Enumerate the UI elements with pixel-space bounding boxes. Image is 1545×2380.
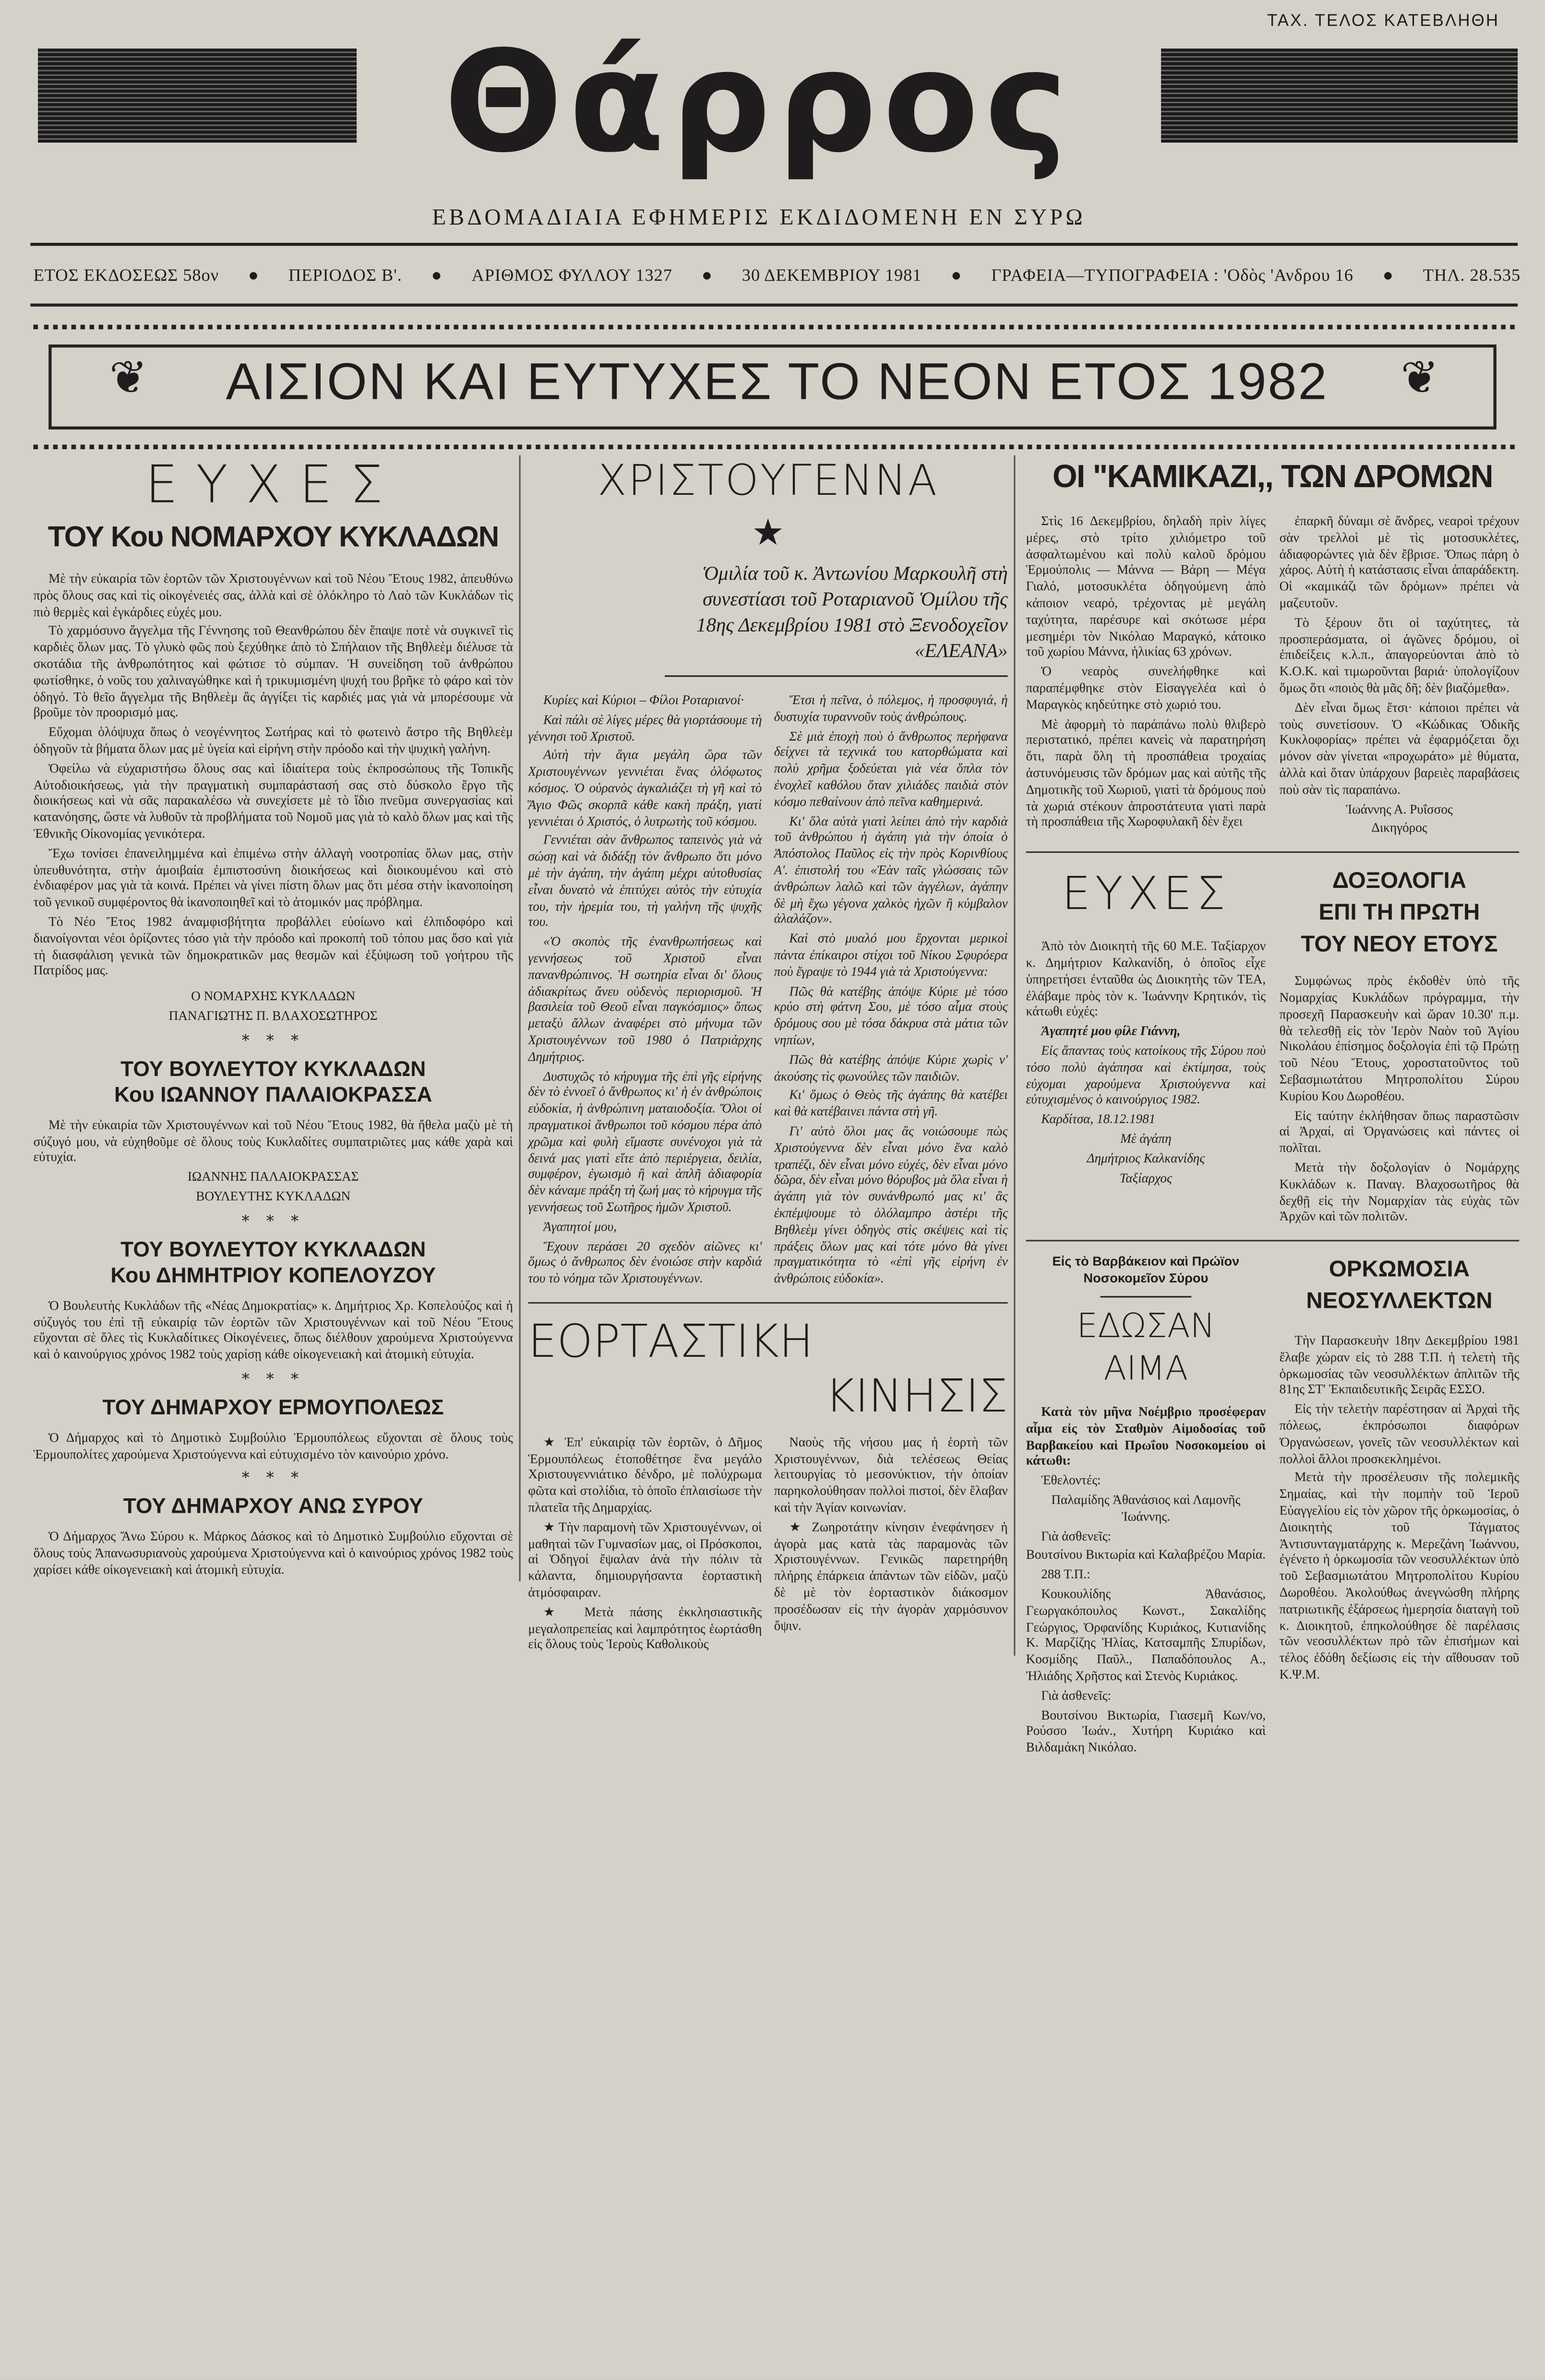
divider	[528, 1302, 1007, 1304]
text-column	[528, 692, 762, 1290]
divider	[30, 303, 1518, 306]
paragraph: Τὸ Νέο Ἔτος 1982 ἀναμφισβήτητα προβάλλει εὐοίωνο καὶ ἐλπιδοφόρο καὶ διανοίγονται νέοι ὁρίζοντες τόσο γιὰ τὴν πρόοδο καὶ προκοπὴ τοῦ τόπου μας ὅσο καὶ γιὰ τὴ διασφάλιση γενικὰ τῶν δημοκρατικῶν μας θεσμῶν καὶ ἐξύψωση τοῦ γοήτρου τῆς Πατρίδος μας.	[33, 913, 513, 978]
paragraph: Ναοὺς τῆς νήσου μας ἡ ἑορτὴ τῶν Χριστουγέννων, διὰ τελέσεως Θείας λειτουργίας τὸ μεσονύκτιον, τὴν ὁποίαν παρηκολούθησαν πολλοὶ πιστοί, δὲν ἔλαβαν καὶ τὴν Ἁγίαν κοινωνίαν.	[774, 1434, 1008, 1515]
article-title: ΕΠΙ ΤΗ ΠΡΩΤΗ	[1318, 900, 1480, 926]
paragraph: Στὶς 16 Δεκεμβρίου, δηλαδὴ πρὶν λίγες μέρες, στὸ τρίτο χιλιόμετρο τοῦ ἀσφαλτωμένου καὶ πολὺ καλοῦ δρόμου Ἑρμούπολις — Μάννα — Βάρη — Μέγα Γιαλό, μοτοσυκλέτα ὁδηγούμενη ἀπὸ κάποιον νεαρό, τρέχοντας μὲ μεγάλη ταχύτητα, παρέσυρε καὶ σκότωσε μέρα μεσημέρι τὸν Νικόλαο Μαραγκό, κάτοικο τοῦ χωρίου Μάννα, ἡλικίας 63 χρόνων.	[1026, 513, 1266, 659]
star-icon: ★	[751, 511, 785, 554]
issue-date: 30 ΔΕΚΕΜΒΡΙΟΥ 1981	[742, 267, 922, 286]
text-column	[1280, 513, 1520, 839]
divider	[1026, 1240, 1520, 1242]
paragraph: Ὀφείλω νὰ εὐχαριστήσω ὅλους σας καὶ ἰδιαίτερα τοὺς ἐκπροσώπους τῆς Τοπικῆς Αὐτοδιοικήσεως, γιὰ τὴν πραγματικὴ συμπαράστασή σας στὸ δύσκολο ἔργο τῆς διοικήσεως καὶ νὰ σᾶς παρακαλέσω νὰ συνεχίσετε μὲ τὸ ἴδιο πνεῦμα συνεργασίας καὶ κατανόησης, ὥστε νὰ λυθοῦν τὰ προβλήματα τοῦ Νομοῦ μας γιὰ τὸ καλὸ ὅλων μας καὶ τῆς Ἐθνικῆς Οἰκονομίας γενικότερα.	[33, 760, 513, 841]
section-title: Κου ΙΩΑΝΝΟΥ ΠΑΛΑΙΟΚΡΑΣΣΑ	[114, 1081, 432, 1106]
paragraph: Τὸ ξέρουν ὅτι οἱ ταχύτητες, τὰ προσπεράσματα, οἱ ἀγῶνες δρόμου, οἱ ἐπιδείξεις κ.λ.π., ἀπαγορεύονται ἀπὸ τὸ Κ.Ο.Κ. καὶ τιμωροῦνται βαριά· ὑπολογίζουν ὅμως ὅτι «ποιὸς θὰ μᾶς δῆ; δὲν βιαζόμεθα».	[1279, 614, 1520, 695]
paragraph: Ὁ Δήμαρχος Ἄνω Σύρου κ. Μάρκος Δάσκος καὶ τὸ Δημοτικὸ Συμβούλιο εὔχονται σὲ ὅλους τοὺς Ἀπανωσυριανοὺς χαρούμενα Χριστούγεννα καὶ ὁ καινούριος χρόνος 1982 τοὺς χαρίσει κάθε οἰκογενειακὴ καὶ ἀτομικὴ εὐτυχία.	[33, 1529, 513, 1577]
salutation: Ἀγαπητέ μου φίλε Γιάννη,	[1041, 1023, 1181, 1039]
wishes-article	[1026, 865, 1266, 1189]
paragraph: Μὲ ἀφορμὴ τὸ παράπάνω πολὺ θλιβερὸ περιστατικό, πρέπει κανεὶς νὰ παρατηρήση ὅτι, παρὰ ὅλη τὴ προσπάθεια τροχαίας ἀστυνόμευσις τῶν δρόμων μας καὶ αὐτῆς τῆς Δημοτικῆς τοῦ Χωριοῦ, γιατὶ τὰ δρόμους ποὺ τὰ χωριά στέκουν ἀπροστάτευτα γιατὶ παρὰ τὴ προσπάθεια τῆς Χωροφυλακῆ δὲν ἔχει	[1026, 716, 1266, 829]
issue-phone: ΤΗΛ. 28.535	[1423, 267, 1521, 286]
paragraph: Εἰς τὴν τελετὴν παρέστησαν αἱ Ἀρχαὶ τῆς πόλεως, ἐκπρόσωποι διαφόρων Ὀργανώσεων, γονεῖς τῶν νεοσυλλέκτων καὶ πολλοὶ ἄλλοι προσκεκλημένοι.	[1279, 1401, 1520, 1466]
article-kicker: Εἰς τὸ Βαρβάκειον καὶ Πρώϊον Νοσοκομεῖον Σύρου	[1052, 1254, 1240, 1286]
festive-title-line1: ΕΟΡΤΑΣΤΙΚΗ	[528, 1316, 814, 1369]
article-intro: Ὁμιλία τοῦ κ. Ἀντωνίου Μαρκουλῆ στὴ συνεστίασι τοῦ Ροταριανοῦ Ὁμίλου τῆς 18ης Δεκεμβρίου 1981 στὸ Ξενοδοχεῖον «ΕΛΕΑΝΑ»	[696, 561, 1008, 662]
paragraph: Καὶ πάλι σὲ λίγες μέρες θὰ γιορτάσουμε τὴ γέννησι τοῦ Χριστοῦ.	[528, 711, 762, 743]
paragraph: Κατὰ τὸν μῆνα Νοέμβριο προσέφεραν αἷμα εἰς τὸν Σταθμὸν Αἱμοδοσίας τοῦ Βαρβακείου καὶ Πρωΐου Νοσοκομείου οἱ κάτωθι:	[1026, 1404, 1266, 1469]
paragraph: Καὶ στὸ μυαλό μου ἔρχονται μερικοὶ πάντα ἐπίκαιροι στίχοι τοῦ Νίκου Σφυρόερα ποὺ ἔγραψε τὸ 1944 γιὰ τὰ Χριστούγεννα:	[774, 930, 1008, 979]
paragraph: ★ Μετὰ πάσης ἐκκλησιαστικῆς μεγαλοπρεπείας καὶ λαμπρότητος ἑωρτάσθη εἰς ὅλους τοὺς Ἱεροὺς Καθολικοὺς	[528, 1603, 762, 1652]
banner-headline: ΑΙΣΙΟΝ ΚΑΙ ΕΥΤΥΧΕΣ ΤΟ ΝΕΟΝ ΕΤΟΣ 1982	[226, 353, 1329, 411]
signature-title: Ταξίαρχος	[1119, 1169, 1173, 1185]
closing: Μὲ ἀγάπη	[1120, 1130, 1172, 1146]
paragraph: Αὐτὴ τὴν ἅγια μεγάλη ὥρα τῶν Χριστουγέννων γεννιέται ἕνας ὁλόφωτος κόσμος. Ὁ οὐρανὸς ἀγκαλιάζει τὴ γῆ καὶ τὸ Ἅγιο Φῶς σκορπᾶ κάθε κακὴ πράξη, γιατὶ γεννιέται ὁ Χριστός, ὁ λυτρωτὴς τοῦ κόσμου.	[528, 747, 762, 828]
signature-name: ΠΑΝΑΓΙΩΤΗΣ Π. ΒΛΑΧΟΣΩΤΗΡΟΣ	[168, 1007, 378, 1023]
paragraph: Δυστυχῶς τὸ κήρυγμα τῆς ἐπὶ γῆς εἰρήνης δὲν τὸ ἐννοεῖ ὁ ἄνθρωπος κι' ἡ ἐν ἀνθρώποις εὐδοκία, ἡ ἀνθρώπινη ματαιοδοξία. Ὅλοι οἱ πραγματικοὶ ἄνθρωποι τοῦ κόσμου πέρα ἀπὸ χρῶμα καὶ φυλὴ εἴμαστε συνένοχοι γιὰ τὰ δεινά μας γιατὶ εἴτε ἀπὸ περιέργεια, δειλία, συμφέρον, ἐγωισμὸ ἢ καὶ ἁπλῆ ἀδιαφορία δὲν κάναμε πράξη τὴ ζωή μας τὸ κήρυγμα τῆς γεννήσεως τοῦ Σωτῆρος ἡμῶν Χριστοῦ.	[528, 1067, 762, 1214]
paragraph: Γεννιέται σὰν ἄνθρωπος ταπεινὸς γιὰ νὰ σώσῃ καὶ νὰ διδάξῃ τὸν ἄνθρωπο ὅτι μόνο μὲ τὴν ἀγάπη, τὴν ἀγάπη μέχρι αὐτοθυσίας εἶναι δυνατὸ νὰ ἐπιτύχει αὐτὸς τὴν εὐτυχία του, τὴν ἠρεμία του, τὴ γαλήνη τῆς ψυχῆς του.	[528, 832, 762, 930]
paragraph: ἐπαρκῆ δύναμι σὲ ἄνδρες, νεαροὶ τρέχουν σὰν τρελλοὶ μὲ τὶς μοτοσυκλέτες, ἀδιαφορώντες γιὰ δὲν ἔβρισε. Ὅπως πάρη ὁ χάρος. Αὐτὴ ἡ κατάστασις εἶναι ἀπαράδεκτη. Οἱ «καμικάζι τῶν δρόμων» πρέπει νὰ μαζευτοῦν.	[1279, 513, 1520, 610]
issue-period: ΠΕΡΙΟΔΟΣ Β'.	[288, 267, 402, 286]
signature-title: Δικηγόρος	[1371, 820, 1427, 836]
paragraph: ★ Ἐπ' εὐκαιρίᾳ τῶν ἑορτῶν, ὁ Δῆμος Ἑρμουπόλεως ἐτοποθέτησε ἕνα μεγάλο Χριστουγεννιάτικο δένδρο, μὲ πολύχρωμα φῶτα καὶ στολίδια, τὸ ὁποῖο ἐπλαισίωσε τὴν πλατεῖα τῆς Δημαρχίας.	[528, 1434, 762, 1515]
flower-ornament-icon: ❦	[109, 352, 148, 406]
paragraph: Ἀγαπητοί μου,	[543, 1218, 617, 1233]
article-title: ΟΙ "ΚΑΜΙΚΑΖΙ,, ΤΩΝ ΔΡΟΜΩΝ	[1052, 460, 1493, 495]
section-title: ΤΟΥ ΒΟΥΛΕΥΤΟΥ ΚΥΚΛΑΔΩΝ	[120, 1236, 426, 1261]
article-title: ΕΥΧΕΣ	[1062, 868, 1230, 921]
paragraph: Ὁ Δήμαρχος καὶ τὸ Δημοτικὸ Συμβούλιο Ἑρμουπόλεως εὔχονται σὲ ὅλους τοὺς Ἑρμουπολίτες χαρούμενα Χριστούγεννα καὶ εὐτυχισμένο τὸν καινούριο χρόνο.	[33, 1429, 513, 1461]
paragraph: Τὸ χαρμόσυνο ἄγγελμα τῆς Γέννησης τοῦ Θεανθρώπου δὲν ἔπαψε ποτὲ νὰ συγκινεῖ τὶς καρδιὲς ὅλων μας. Τὸ γλυκὸ φῶς ποὺ ξεχύθηκε ἀπὸ τὸ Σπήλαιον τῆς Βηθλεὲμ διέλυσε τὰ σκοτάδια τῆς ἀνθρωπότητος καὶ φώτισε τὸ σύμπαν. Ἡ συνείδηση τοῦ ἀνθρώπου φωτίσθηκε, ὁ νοῦς του χαλιναγώθηκε καὶ ἡ τρικυμισμένη ψυχή του βρῆκε τὸ φάρο καὶ τὸν ὁδηγό. Τὸ θεῖο ἄγγελμα τῆς Βηθλεὲμ ἂς ἀγγίξει τὶς καρδιές μας γιὰ νὰ μπορέσουμε νὰ βροῦμε τὸν προορισμό μας.	[33, 622, 513, 720]
text-column	[1026, 513, 1266, 839]
paragraph: Μετὰ τὴν δοξολογίαν ὁ Νομάρχης Κυκλάδων κ. Παναγ. Βλαχοσωτῆρος θὰ δεχθῇ εἰς τὴν Νομαρχίαν τὰς εὐχὰς τῶν Ἀρχῶν καὶ τῶν πολιτῶν.	[1279, 1159, 1520, 1224]
bullet: ●	[951, 267, 962, 286]
kamikazi-article	[1026, 513, 1520, 839]
festive-column	[528, 1434, 762, 1656]
masthead-right-ornament	[1161, 48, 1518, 143]
place-date: Καρδίτσα, 18.12.1981	[1041, 1111, 1156, 1126]
paragraph: Ὁ Βουλευτὴς Κυκλάδων τῆς «Νέας Δημοκρατίας» κ. Δημήτριος Χρ. Κοπελούζος καὶ ἡ σύζυγός του ἐπὶ τῇ εὐκαιρίᾳ τῶν ἑορτῶν τῶν Χριστουγέννων καὶ τοῦ Νέου Ἔτους εὔχονται σὲ ὅλες τὶς Κυκλαδίτικες Οἰκογένειες, ὅπως διέλθουν χαρούμενα Χριστούγεννα καὶ ὁ καινούργιος χρόνος 1982 τοὺς χαρίσῃ κάθε οἰκογενειακὴ καὶ ἀτομικὴ εὐτυχία.	[33, 1297, 513, 1362]
divider	[1026, 851, 1520, 853]
oath-ceremony-article	[1280, 1254, 1520, 1686]
signature-name: ΙΩΑΝΝΗΣ ΠΑΛΑΙΟΚΡΑΣΣΑΣ	[187, 1169, 359, 1184]
section-title: Κου ΔΗΜΗΤΡΙΟΥ ΚΟΠΕΛΟΥΖΟΥ	[110, 1262, 436, 1287]
paragraph: ★ Τὴν παραμονὴ τῶν Χριστουγέννων, οἱ μαθηταὶ τῶν Γυμνασίων μας, οἱ Πρόσκοποι, αἱ Ὁδηγοί ἔψαλαν ἀνὰ τὴν πόλιν τὰ κάλαντα, δημιουργήσαντα ἑορταστικὴ ἀτμόσφαιραν.	[528, 1519, 762, 1600]
list-item: Παλαμίδης Ἀθανάσιος καὶ Λαμονῆς Ἰωάννης.	[1051, 1492, 1241, 1524]
paragraph: Μὲ τὴν εὐκαιρία τῶν Χριστουγέννων καὶ τοῦ Νέου Ἔτους 1982, θὰ ἤθελα μαζὺ μὲ τὴ σύζυγό μου, νὰ εὐχηθοῦμε σὲ ὅλους τοὺς Κυκλαδίτες συμπατριῶτες μας κάθε χαρὰ καὶ εὐτυχία.	[33, 1116, 513, 1165]
list-item: Κουκουλίδης Ἀθανάσιος, Γεωργακόπουλος Κωνστ., Σακαλίδης Γεώργιος, Ὀρφανίδης Κυριάκος, Κυτιανίδης Κ. Μαρζίζης Ἠλίας, Κατσαμπῆς Σπυρίδων, Κοσμίδης Παῦλ., Παπαδόπουλος Α., Ἠλιάδης Χρῆστος καὶ Στενὸς Κυριάκος.	[1026, 1586, 1266, 1683]
section-title: ΤΟΥ ΔΗΜΑΡΧΟΥ ΕΡΜΟΥΠΟΛΕΩΣ	[102, 1394, 444, 1419]
article-title: ΕΥΧΕΣ	[145, 455, 401, 516]
festive-column	[774, 1434, 1008, 1656]
paragraph: Πῶς θὰ κατέβης ἀπόψε Κύριε χωρὶς ν' ἀκούσης τὶς φωνούλες τῶν παιδιῶν.	[774, 1051, 1008, 1083]
signature-name: Ἰωάννης Α. Ρυΐσσος	[1346, 801, 1453, 816]
section-title: ΤΟΥ ΔΗΜΑΡΧΟΥ ΑΝΩ ΣΥΡΟΥ	[123, 1494, 423, 1519]
paragraph: Κι' ὅλα αὐτὰ γιατὶ λείπει ἀπὸ τὴν καρδιὰ τοῦ ἀνθρώπου ἡ ἀγάπη γιὰ τὴν ὁποία ὁ Ἀπόστολος Παῦλος εἰς τὴν πρὸς Κορινθίους Α'. ἐπιστολή του «Ἐὰν ταῖς γλώσσαις τῶν ἀνθρώπων λαλῶ καὶ τῶν ἀγγέλων, ἀγάπην δὲ μὴ ἔχω γέγονα χαλκὸς ἠχῶν ἢ κύμβαλον ἀλαλάζον».	[774, 813, 1008, 927]
list-label: 288 Τ.Π.:	[1041, 1567, 1090, 1582]
bullet: ●	[701, 267, 713, 286]
paragraph: Κι' ὅμως ὁ Θεὸς τῆς ἀγάπης θὰ κατέβει καὶ θὰ κατέβαινει πάντα στὴ γῆ.	[774, 1087, 1008, 1119]
article-title: ΟΡΚΩΜΟΣΙΑ	[1329, 1256, 1470, 1283]
list-item: Βουτσίνου Βικτωρία, Γιασεμῆ Κων/νο, Ρούσσο Ἰωάν., Χυτήρη Κυριάκο καὶ Βιλδαμάκη Νικόλαο.	[1026, 1707, 1266, 1755]
separator-stars: * * *	[241, 1213, 305, 1231]
middle-column	[528, 455, 1015, 1656]
banner-frame	[34, 325, 1515, 449]
paragraph: Ἀπὸ τὸν Διοικητὴ τῆς 60 Μ.Ε. Ταξίαρχον κ. Δημήτριον Καλκανίδη, ὁ ὁποῖος εἶχε ὑπηρετήσει ἐνταῦθα ὡς Διοικητὴς τῶν ΤΕΑ, ἐλάβαμε πρὸς τὸν κ. Ἰωάννην Κρητικόν, τὶς κάτωθι εὐχές:	[1026, 938, 1266, 1019]
christmas-speech-article	[528, 455, 1007, 1290]
paragraph: Μὲ τὴν εὐκαιρία τῶν ἑορτῶν τῶν Χριστουγέννων καὶ τοῦ Νέου Ἔτους 1982, ἀπευθύνω πρὸς ὅλους σας καὶ τὶς οἰκογένειές σας, ἀλλὰ καὶ σὲ ὁλόκληρο τὸ Λαὸ τῶν Κυκλάδων τὶς πιὸ θερμὲς καὶ ἐγκάρδιες εὐχές μου.	[33, 570, 513, 619]
issue-number: ΑΡΙΘΜΟΣ ΦΥΛΛΟΥ 1327	[471, 267, 672, 286]
blood-donation-article	[1026, 1254, 1266, 1759]
flower-ornament-icon: ❦	[1401, 352, 1439, 406]
masthead-subtitle: ΕΒΔΟΜΑΔΙΑΙΑ ΕΦΗΜΕΡΙΣ ΕΚΔΙΔΟΜΕΝΗ ΕΝ ΣΥΡΩ	[432, 206, 1086, 231]
paragraph: Εἰς ἅπαντας τοὺς κατοίκους τῆς Σύρου ποὺ τόσο πολὺ ἀγάπησα καὶ ἐκτίμησα, τοὺς εὐχομαι χαρούμενα Χριστούγεννα καὶ εὐτυχισμένος ὁ καινούργιος 1982.	[1026, 1042, 1266, 1107]
article-title: ΝΕΟΣΥΛΛΕΚΤΩΝ	[1306, 1288, 1493, 1315]
masthead-title: Θάρρος	[444, 21, 1074, 184]
paragraph: Δὲν εἶναι ὅμως ἔτσι· κάποιοι πρέπει νὰ τοὺς συνετίσουν. Ὁ «Κώδικας Ὁδικῆς Κυκλοφορίας» πρέπει νὰ ἐφαρμόζεται ὄχι μόνον σὰν γίνεται «προχωράτο» μὲ θύματα, ἀλλὰ καὶ ὅταν ὑπάρχουν βαρειὲς παραβάσεις ποὺ σὰν τὶς παραπάνω.	[1279, 699, 1520, 797]
separator-stars: * * *	[241, 1471, 305, 1488]
text-column	[774, 692, 1008, 1290]
paragraph: «Ὁ σκοπὸς τῆς ἐνανθρωπήσεως καὶ γεννήσεως τοῦ Χριστοῦ εἶναι πανανθρώπινος. Ἡ σωτηρία εἶναι δι' ὅλους ἀδιακρίτως ἄνευ οὐδενὸς περιορισμοῦ. Ἡ βασιλεία τοῦ Θεοῦ εἶναι παγκόσμιος» ὅπως μεταξὺ ἄλλων ἀναφέρει στὸ μήνυμα τῶν Χριστουγέννων τοῦ 1980 ὁ Πατριάρχης Δημήτριος.	[528, 933, 762, 1064]
paragraph: Συμφώνως πρὸς ἐκδοθὲν ὑπὸ τῆς Νομαρχίας Κυκλάδων πρόγραμμα, τὴν προσεχῆ Παρασκευὴν καὶ ὥραν 10.30' π.μ. θὰ τελεσθῇ εἰς τὸν Ἱερὸν Ναὸν τοῦ Ἁγίου Νικολάου ἐπίσημος δοξολογία ἐπὶ τῷ Πρώτῃ τοῦ Νέου Ἔτους, χοροστατοῦντος τοῦ Σεβασμιωτάτου Μητροπολίτου Σύρου Κυρίου Κου Δωροθέου.	[1279, 973, 1520, 1103]
paragraph: Εἰς ταύτην ἐκλήθησαν ὅπως παραστῶσιν αἱ Ἀρχαί, αἱ Ὀργανώσεις καὶ πάντες οἱ πολῖται.	[1279, 1107, 1520, 1155]
list-label: Γιὰ ἀσθενεῖς:	[1041, 1687, 1111, 1703]
article-title: ΔΟΞΟΛΟΓΙΑ	[1332, 868, 1466, 894]
article-title: ΕΔΩΣΑΝ	[1077, 1308, 1215, 1347]
signature-title: ΒΟΥΛΕΥΤΗΣ ΚΥΚΛΑΔΩΝ	[196, 1188, 351, 1204]
paragraph: Εὔχομαι ὁλόψυχα ὅπως ὁ νεογέννητος Σωτήρας καὶ τὸ φωτεινὸ ἄστρο τῆς Βηθλεὲμ ὁδηγοῦν τὰ βήματα ὅλων μας μὲ ὑγεία καὶ εἰρήνη στὴν πρόοδο καὶ τὴν ψυχικὴ γαλήνη.	[33, 724, 513, 756]
separator-stars: * * *	[241, 1033, 305, 1050]
festive-article	[528, 1316, 1007, 1656]
list-item: Βουτσίνου Βικτωρία καὶ Καλαβρέζου Μαρία.	[1026, 1547, 1266, 1563]
paragraph: Γι' αὐτὸ ὅλοι μας ἂς νοιώσουμε πὼς Χριστούγεννα δὲν εἶναι μόνο ἕνα καλὸ τραπέζι, δὲν εἶναι μόνο εὐχές, δὲν εἶναι μόνο δῶρα, δὲν εἶναι μόνο θόρυβος μὰ ὅλα εἶναι ἡ ἀγάπη γιὰ τὸν συνάνθρωπό μας κι' ἂς ἐκπέμψουμε τὸ ὁλόλαμπρο ἀστέρι τῆς Βηθλεὲμ γίνει ὁδηγὸς στὶς σκέψεις καὶ τὶς πράξεις ὅλων μας καὶ τότε μόνο θὰ γίνει πραγματικότητα τὸ «ἐπὶ γῆς εἰρήνη ἐν ἀνθρώποις εὐδοκία».	[774, 1123, 1008, 1286]
paragraph: ★ Ζωηροτάτην κίνησιν ἐνεφάνησεν ἡ ἀγορὰ μας κατὰ τὰς παραμονὰς τῶν Χριστουγέννων. Γενικῶς παρετηρήθη πλήρης ἐπάρκεια ἁπάντων τῶν εἰδῶν, μαζὺ δὲ μὲ τὸν ἑορταστικὸν διάκοσμον προσέδωσαν εἰς τὴν ἀγορὰν χαρμόσυνον ὄψιν.	[774, 1519, 1008, 1633]
bullet: ●	[248, 267, 259, 286]
paragraph: Σὲ μιὰ ἐποχὴ ποὺ ὁ ἄνθρωπος περήφανα δείχνει τὰ τεχνικά του κατορθώματα καὶ πολὺ χρῆμα ξοδεύεται γιὰ νέα ὅπλα τὸν ἐνοχλεῖ καθόλου ὅταν χιλιάδες παιδιὰ στὸν κόσμο πεθαίνουν ἀπὸ πεῖνα καθημερινά.	[774, 728, 1008, 809]
paragraph: Πῶς θὰ κατέβης ἀπόψε Κύριε μὲ τόσο κρύο στὴ φάτνη Σου, μὲ τόσο αἷμα στοὺς δρόμους σου μὲ τόσα δάκρυα στὰ μάτια τῶν νηπίων,	[774, 982, 1008, 1047]
bullet: ●	[431, 267, 443, 286]
section-title: ΤΟΥ ΒΟΥΛΕΥΤΟΥ ΚΥΚΛΑΔΩΝ	[120, 1055, 426, 1080]
issue-info-line	[34, 267, 1521, 286]
right-column	[1026, 455, 1520, 1759]
list-label: Γιὰ ἀσθενεῖς:	[1041, 1528, 1111, 1543]
paragraph: Τὴν Παρασκευὴν 18ην Δεκεμβρίου 1981 ἔλαβε χώραν εἰς τὸ 288 Τ.Π. ἡ τελετὴ τῆς ὁρκωμοσίας τῶν νεοσυλλέκτων ἀπλιτῶν τῆς 81ης ΣΤ' Ἐκπαιδευτικῆς Σειρᾶς ΕΣΣΟ.	[1279, 1332, 1520, 1397]
bullet: ●	[1382, 267, 1394, 286]
separator-stars: * * *	[241, 1372, 305, 1388]
paragraph: Ἔχω τονίσει ἐπανειλημμένα καὶ ἐπιμένω στὴν ἀλλαγὴ νοοτροπίας ὅλων μας, στὴν ὑπευθυνότητα, στὴν ἀμοιβαία ἐμπιστοσύνη διοικήσεως καὶ διοικουμένου καὶ στὸ ἐνδιαφέρον μας γιὰ τὰ κοινά. Πρέπει νὰ γίνει πίστη ὅλων μας ὅτι μέσα στὴν ἱκανοποίηση τοῦ γενικοῦ συμφέροντος θὰ ἱκανοποιηθεῖ καὶ τὸ ἀτομικόν μας πρόβλημα.	[33, 845, 513, 909]
festive-title-line2: ΚΙΝΗΣΙΣ	[825, 1370, 1008, 1423]
article-title: ΑΙΜΑ	[1103, 1351, 1188, 1389]
paragraph: Ὁ νεαρὸς συνελήφθηκε καὶ παραπέμφθηκε στὸν Εἰσαγγελέα καὶ ὁ Μαραγκὸς κηδεύτηκε στὸ χωριό του.	[1026, 663, 1266, 712]
article-subtitle: ΤΟΥ Κου ΝΟΜΑΡΧΟΥ ΚΥΚΛΑΔΩΝ	[48, 522, 499, 554]
signature-title: Ο ΝΟΜΑΡΧΗΣ ΚΥΚΛΑΔΩΝ	[191, 988, 356, 1004]
issue-year: ΕΤΟΣ ΕΚΔΟΣΕΩΣ 58ον	[33, 267, 219, 286]
paragraph: Ἔτσι ἡ πεῖνα, ὁ πόλεμος, ἡ προσφυγιά, ἡ δυστυχία τυραννοῦν τοὺς ἀνθρώπους.	[774, 692, 1008, 724]
paragraph: Κυρίες καὶ Κύριοι – Φίλοι Ροταριανοί·	[543, 692, 744, 707]
nomarch-wishes-article	[34, 455, 521, 1581]
paragraph: Μετὰ τὴν προσέλευσιν τῆς πολεμικῆς Σημαίας, καὶ τὴν πομπὴν τοῦ Ἱεροῦ Εὐαγγελίου εἰς τὸν χῶρον τῆς ὁρκωμοσίας, ὁ Διοικητὴς τοῦ Τάγματος Ἀντισυνταγματάρχης κ. Μερεζάνη Ἰωάννου, ἐγένετο ἡ ὁρκωμοσία τῶν νεοσυλλέκτων ὑπὸ τοῦ Σεβασμιωτάτου Μητροπολίτου Κυρίου Δωροθέου. Ἀκολούθως ἀνεγνώσθη πλήρης πατριωτικῆς ἐξάρσεως ἡμερησία διαταγὴ τοῦ κ. Διοικητοῦ, ἐπηκολούθησε δὲ παρέλασις τῶν νεοσυλλέκτων πρὸ τῶν ἐπισήμων καὶ τέλος ἐδόθη δεξίωσις εἰς τὴν αἴθουσαν τοῦ Κ.Ψ.Μ.	[1279, 1470, 1520, 1682]
doxology-article	[1280, 865, 1520, 1228]
issue-address: ΓΡΑΦΕΙΑ—ΤΥΠΟΓΡΑΦΕΙΑ : 'Οδὸς 'Ανδρου 16	[991, 267, 1353, 286]
list-label: Ἐθελοντές:	[1041, 1472, 1101, 1488]
postage-paid-note: ΤΑΧ. ΤΕΛΟΣ ΚΑΤΕΒΛΗΘΗ	[1267, 12, 1500, 31]
masthead-left-ornament	[38, 48, 357, 143]
article-title: ΤΟΥ ΝΕΟΥ ΕΤΟΥΣ	[1301, 932, 1498, 958]
signature-name: Δημήτριος Καλκανίδης	[1087, 1149, 1205, 1165]
divider	[30, 243, 1518, 246]
article-title: ΧΡΙΣΤΟΥΓΕΝΝΑ	[597, 455, 939, 505]
paragraph: Ἔχουν περάσει 20 σχεδὸν αἰῶνες κι' ὅμως ὁ ἄνθρωπος δὲν ἐνοιώσε στὴν καρδιά του τὸ νόημα τῶν Χριστουγέννων.	[528, 1237, 762, 1286]
